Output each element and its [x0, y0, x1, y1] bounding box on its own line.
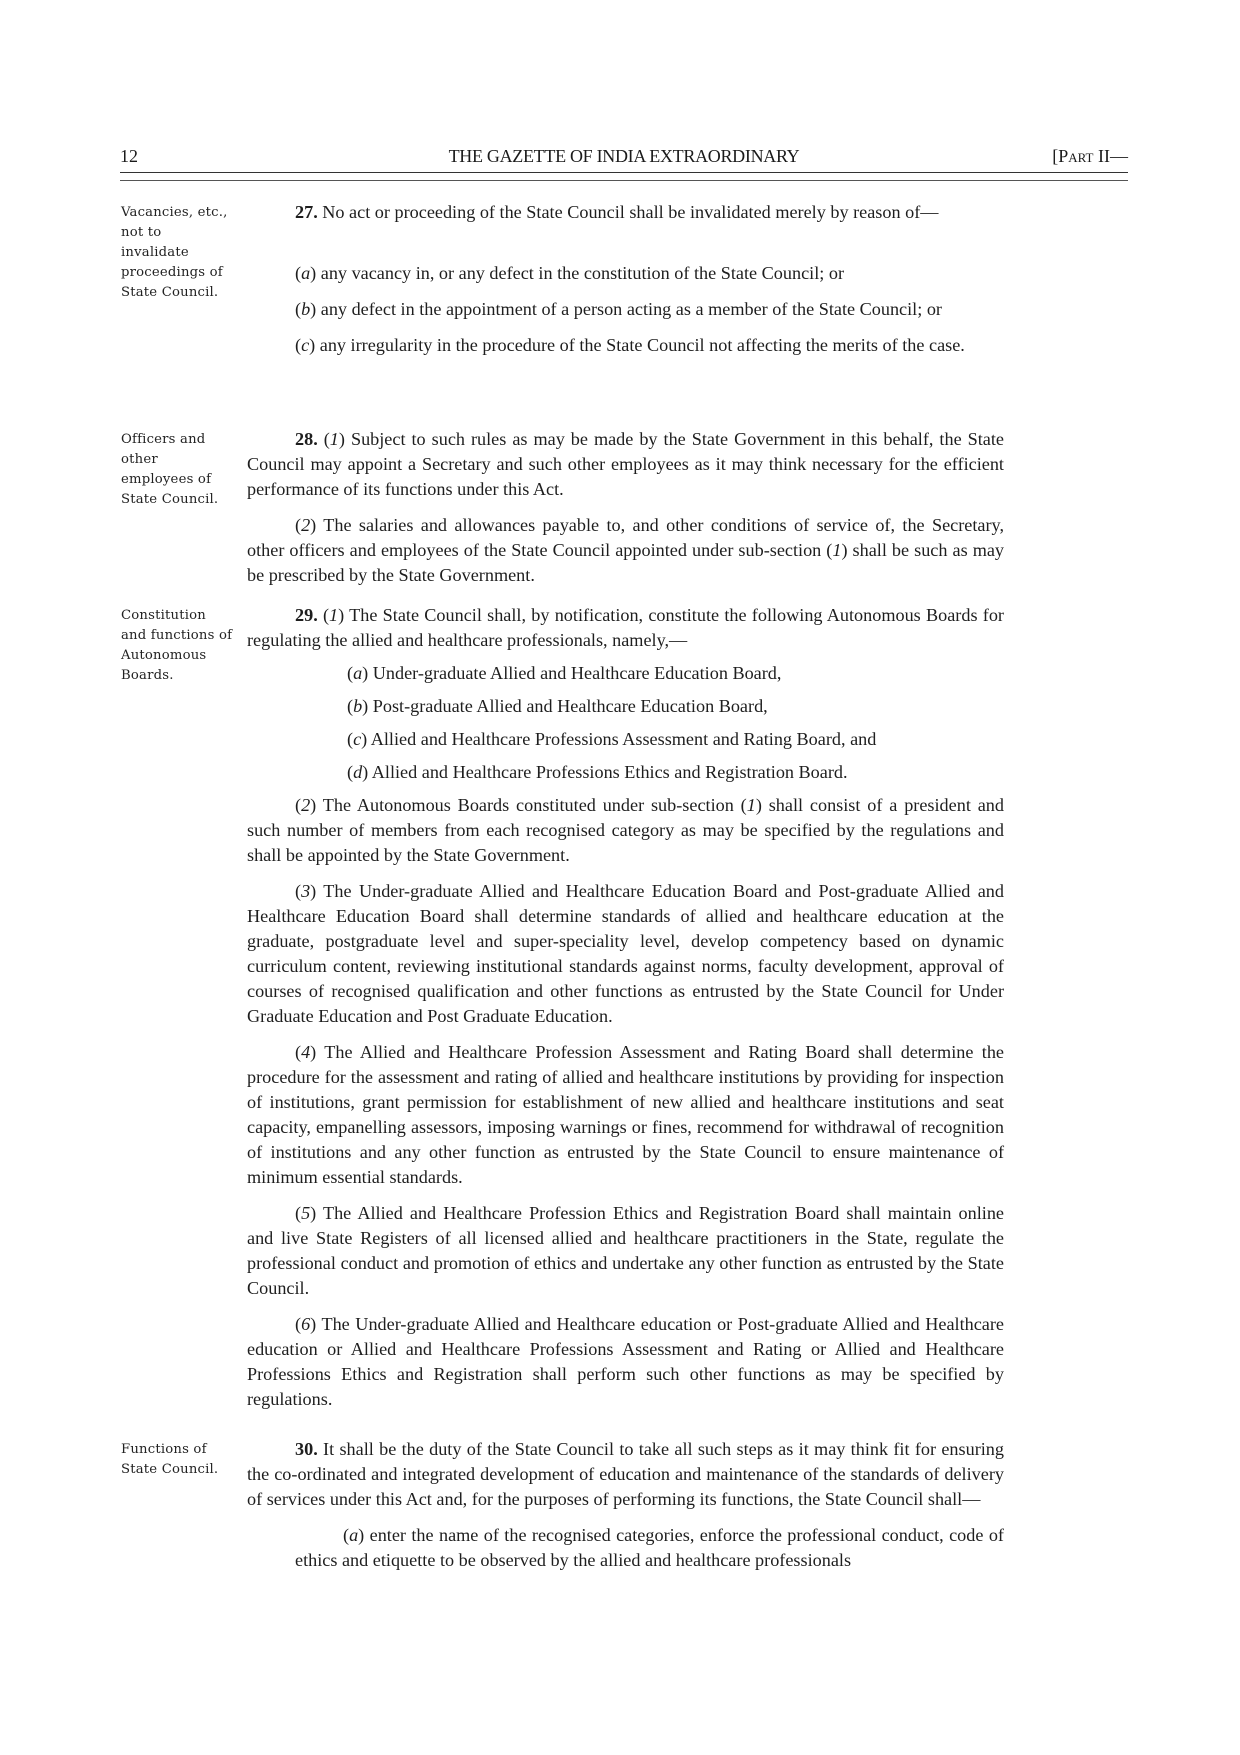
- page-number: 12: [120, 146, 138, 166]
- subsection-text: The Allied and Healthcare Profession Ethics and Registration Board shall maintain online and live State Registers of all licensed allied and healthcare practitioners in the State, regulate the professional conduct and promotion of ethics and undertake any other function as entrusted by the State Council.: [247, 1203, 1004, 1298]
- clause-text: any vacancy in, or any defect in the constitution of the State Council; or: [316, 263, 845, 283]
- subsection-text: The Autonomous Boards constituted under sub-section (: [316, 795, 747, 815]
- clause-text: any defect in the appointment of a person acting as a member of the State Council; or: [316, 299, 942, 319]
- section-28: [247, 427, 1004, 588]
- gazette-title: THE GAZETTE OF INDIA EXTRAORDINARY: [448, 146, 800, 166]
- part-smallcaps: ART: [1068, 150, 1094, 165]
- section-30-intro: [247, 1437, 1004, 1512]
- section-27: [247, 200, 1004, 239]
- clause-label: c: [353, 729, 362, 749]
- section-27-intro: [247, 200, 1004, 225]
- clause-label: a: [349, 1525, 359, 1545]
- clause-text: enter the name of the recognised categories, enforce the professional conduct, code of ethics and etiquette to be observed by the allied and healthcare professionals: [295, 1525, 1004, 1570]
- clause-29-d: (d) Allied and Healthcare Professions Ethics and Registration Board.: [347, 762, 848, 782]
- subsection-label: 1: [329, 429, 339, 449]
- subsection-reference: 1: [832, 540, 842, 560]
- section-number: 27.: [295, 202, 318, 222]
- margin-note-section-30: Functions of State Council.: [121, 1442, 219, 1477]
- section-30-text: It shall be the duty of the State Council to take all such steps as it may think fit for ensuring the co-ordinated and integrated development of education and maintenance of the standards of delivery of services under this Act and, for the purposes of performing its functions, the State Council shall—: [247, 1439, 1004, 1509]
- header-rule-bottom: [120, 180, 1128, 181]
- subsection-text: ) shall be such as may be prescribed by the State Government.: [247, 540, 1005, 585]
- subsection-label: 5: [301, 1203, 311, 1223]
- clause-label: a: [353, 663, 363, 683]
- subsection-text: The salaries and allowances payable to, and other conditions of service of, the Secretary, other officers and employees of the State Council appointed under sub-section (: [247, 515, 1004, 560]
- subsection-label: 1: [329, 605, 339, 625]
- section-29-sub-4: (4) The Allied and Healthcare Profession Assessment and Rating Board shall determine the procedure for the assessment and rating of allied and healthcare institutions by providing for inspection of institutions, grant permission for establishment of new allied and healthcare institutions and seat capacity, empanelling assessors, imposing warnings or fines, recommend for withdrawal of recognition of institutions and any other function as entrusted by the State Council to ensure maintenance of minimum essential standards.: [247, 1042, 1004, 1187]
- section-28-sub-2: (2) The salaries and allowances payable to, and other conditions of service of, the Secretary, other officers and employees of the State Council appointed under sub-section (1) shall be such as may be prescribed by the State Government.: [247, 515, 1005, 585]
- part-bracket: [: [1052, 146, 1059, 166]
- subsection-reference: 1: [746, 795, 756, 815]
- clause-29-a: (a) Under-graduate Allied and Healthcare Education Board,: [347, 663, 782, 683]
- clause-text: Post-graduate Allied and Healthcare Education Board,: [368, 696, 768, 716]
- section-27-clauses: [247, 261, 1004, 358]
- clause-27-c: (c) any irregularity in the procedure of the State Council not affecting the merits of the case.: [295, 335, 965, 355]
- section-29-sub-5: (5) The Allied and Healthcare Profession Ethics and Registration Board shall maintain online and live State Registers of all licensed allied and healthcare practitioners in the State, regulate the professional conduct and promotion of ethics and undertake any other function as entrusted by the State Council.: [247, 1203, 1004, 1298]
- subsection-text: Subject to such rules as may be made by the State Government in this behalf, the State Council may appoint a Secretary and such other employees as it may think necessary for the efficient performance of its functions under this Act.: [247, 429, 1004, 499]
- clause-30-a: (a) enter the name of the recognised categories, enforce the professional conduct, code of ethics and etiquette to be observed by the allied and healthcare professionals: [295, 1525, 1004, 1570]
- clause-text: any irregularity in the procedure of the State Council not affecting the merits of the case.: [315, 335, 965, 355]
- part-number: II—: [1093, 146, 1128, 166]
- clause-27-b: (b) any defect in the appointment of a person acting as a member of the State Council; or: [295, 299, 942, 319]
- clause-text: Under-graduate Allied and Healthcare Education Board,: [368, 663, 782, 683]
- subsection-text: The Allied and Healthcare Profession Assessment and Rating Board shall determine the procedure for the assessment and rating of allied and healthcare institutions by providing for inspection of institutions, grant permission for establishment of new allied and healthcare institutions and seat capacity, empanelling assessors, imposing warnings or fines, recommend for withdrawal of recognition of institutions and any other function as entrusted by the State Council to ensure maintenance of minimum essential standards.: [247, 1042, 1004, 1187]
- clause-text: Allied and Healthcare Professions Assessment and Rating Board, and: [367, 729, 877, 749]
- section-29-sub-3: (3) The Under-graduate Allied and Healthcare Education Board and Post-graduate Allied and Healthcare Education Board shall determine standards of allied and healthcare education at the graduate, postgraduate level and super-speciality level, develop competency based on dynamic curriculum content, reviewing institutional standards against norms, faculty development, approval of courses of recognised qualification and other functions as entrusted by the State Council for Under Graduate Education and Post Graduate Education.: [247, 881, 1004, 1026]
- section-29-sub-6: (6) The Under-graduate Allied and Healthcare education or Post-graduate Allied and Healthcare education or Allied and Healthcare Professions Assessment and Rating or Allied and Healthcare Professions Ethics and Registration shall perform such other functions as may be specified by regulations.: [247, 1314, 1004, 1409]
- section-29-sub-2: (2) The Autonomous Boards constituted under sub-section (1) shall consist of a president and such number of members from each recognised category as may be specified by the regulations and shall be appointed by the State Government.: [247, 795, 1004, 865]
- clause-label: a: [301, 263, 311, 283]
- subsection-text: ) shall consist of a president and such number of members from each recognised category as may be specified by the regulations and shall be appointed by the State Government.: [247, 795, 1004, 865]
- subsection-label: 6: [301, 1314, 311, 1334]
- subsection-text: The State Council shall, by notification, constitute the following Autonomous Boards for regulating the allied and healthcare professionals, namely,—: [247, 605, 1004, 650]
- section-number: 30.: [295, 1439, 318, 1459]
- section-number: 29.: [295, 605, 318, 625]
- section-29: [247, 603, 1004, 1412]
- clause-label: b: [353, 696, 363, 716]
- clause-27-a: (a) any vacancy in, or any defect in the constitution of the State Council; or: [295, 263, 845, 283]
- section-28-sub-1: 28. (1) Subject to such rules as may be made by the State Government in this behalf, the State Council may appoint a Secretary and such other employees as it may think necessary for the efficient performance of its functions under this Act.: [247, 429, 1004, 499]
- clause-label: b: [301, 299, 311, 319]
- section-29-sub-1: 29. (1) The State Council shall, by notification, constitute the following Autonomous Boards for regulating the allied and healthcare professionals, namely,—: [247, 605, 1004, 650]
- subsection-text: The Under-graduate Allied and Healthcare education or Post-graduate Allied and Healthcare education or Allied and Healthcare Professions Assessment and Rating or Allied and Healthcare Professions Ethics and Registration shall perform such other functions as may be specified by regulations.: [247, 1314, 1004, 1409]
- clause-29-c: (c) Allied and Healthcare Professions Assessment and Rating Board, and: [347, 729, 877, 749]
- clause-label: c: [301, 335, 310, 355]
- section-27-text: No act or proceeding of the State Council shall be invalidated merely by reason of—: [317, 202, 939, 222]
- margin-note-section-29: Constitution and functions of Autonomous Boards.: [121, 608, 233, 683]
- section-30: [247, 1437, 1004, 1573]
- margin-note-section-27: Vacancies, etc., not to invalidate proceedings of State Council.: [121, 205, 228, 300]
- clause-label: d: [353, 762, 363, 782]
- subsection-label: 2: [301, 515, 311, 535]
- part-initial: P: [1058, 146, 1069, 166]
- subsection-text: The Under-graduate Allied and Healthcare Education Board and Post-graduate Allied and Healthcare Education Board shall determine standards of allied and healthcare education at the graduate, postgraduate level and super-speciality level, develop competency based on dynamic curriculum content, reviewing institutional standards against norms, faculty development, approval of courses of recognised qualification and other functions as entrusted by the State Council for Under Graduate Education and Post Graduate Education.: [247, 881, 1004, 1026]
- subsection-label: 2: [301, 795, 311, 815]
- header-rule-top: [120, 172, 1128, 173]
- part-label: [1052, 146, 1128, 167]
- margin-note-section-28: Officers and other employees of State Council.: [121, 432, 219, 507]
- clause-text: Allied and Healthcare Professions Ethics and Registration Board.: [368, 762, 848, 782]
- section-number: 28.: [295, 429, 318, 449]
- subsection-label: 4: [301, 1042, 311, 1062]
- page-header: [120, 146, 1128, 170]
- clause-29-b: (b) Post-graduate Allied and Healthcare Education Board,: [347, 696, 768, 716]
- subsection-label: 3: [301, 881, 311, 901]
